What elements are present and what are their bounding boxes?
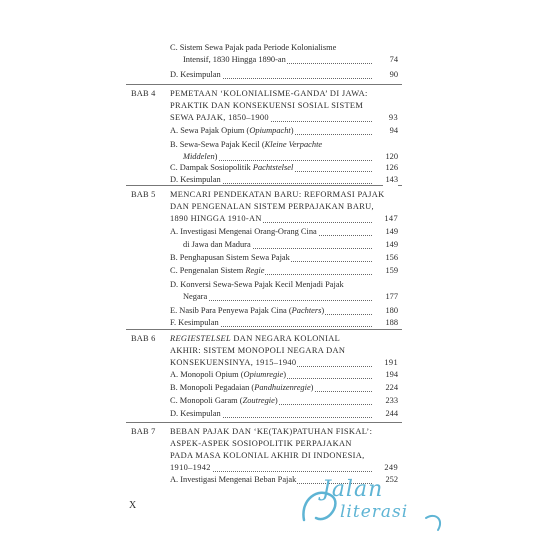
page-folio: X [129,500,137,511]
chapter-title: ASPEK-ASPEK SOSIOPOLITIK PERPAJAKAN [170,439,352,448]
chapter-title: SEWA PAJAK, 1850–1900 93 [170,113,398,122]
toc-entry: D. Konversi Sewa-Sewa Pajak Kecil Menjadi Pajak [170,280,344,289]
page-number: 224 [385,383,398,392]
toc-entry: A. Monopoli Opium (Opiumregie) 194 [170,370,398,379]
chapter-divider [126,329,402,330]
chapter-title: PEMETAAN ‘KOLONIALISME-GANDA’ DI JAWA: [170,89,368,98]
chapter-title: PADA MASA KOLONIAL AKHIR DI INDONESIA, [170,451,365,460]
page-number: 191 [384,358,398,367]
page-number: 180 [385,306,398,315]
chapter-divider [126,422,402,423]
page-number: 149 [385,240,398,249]
toc-entry: C. Pengenalan Sistem Regie 159 [170,266,398,275]
toc-entry: E. Nasib Para Penyewa Pajak Cina (Pachters) 180 [170,306,398,315]
toc-entry: C. Sistem Sewa Pajak pada Periode Kolonialisme [170,43,337,52]
page-number: 90 [389,70,398,79]
page-number: 252 [385,475,398,484]
page-number: 147 [384,214,398,223]
page-number: 156 [385,253,398,262]
page-number: 159 [385,266,398,275]
chapter-title: AKHIR: SISTEM MONOPOLI NEGARA DAN [170,346,346,355]
toc-entry: B. Penghapusan Sistem Sewa Pajak 156 [170,253,398,262]
chapter-label: BAB 4 [131,89,156,98]
chapter-title: KONSEKUENSINYA, 1915–1940 191 [170,358,398,367]
toc-entry: C. Monopoli Garam (Zoutregie) 233 [170,396,398,405]
page-number: 188 [385,318,398,327]
chapter-title: 1890 HINGGA 1910-AN 147 [170,214,398,223]
page-number: 143 [385,175,398,184]
toc-entry: C. Dampak Sosiopolitik Pachtstelsel 126 [170,163,398,172]
page-number: 177 [385,292,398,301]
chapter-title: PRAKTIK DAN KONSEKUENSI SOSIAL SISTEM [170,101,364,110]
page-number: 93 [388,113,398,122]
page-number: 233 [385,396,398,405]
page-number: 249 [384,463,398,472]
toc-entry: F. Kesimpulan 188 [170,318,398,327]
toc-entry: Intensif, 1830 Hingga 1890-an 74 [183,55,398,64]
page-number: 126 [385,163,398,172]
page-number: 74 [389,55,398,64]
toc-entry: A. Investigasi Mengenai Orang-Orang Cina 149 [170,227,398,236]
toc-entry: D. Kesimpulan 143 [170,175,398,184]
page-number: 149 [385,227,398,236]
toc-entry: Negara 177 [183,292,398,301]
chapter-label: BAB 7 [131,427,156,436]
watermark-text: Jalan [322,477,384,502]
watermark-text: literasi [340,502,409,522]
chapter-title: MENCARI PENDEKATAN BARU: REFORMASI PAJAK [170,190,385,199]
toc-entry: B. Monopoli Pegadaian (Pandhuizenregie) 224 [170,383,398,392]
toc-entry: A. Investigasi Mengenai Beban Pajak 252 [170,475,398,484]
toc-entry: A. Sewa Pajak Opium (Opiumpacht) 94 [170,126,398,135]
toc-entry: B. Sewa-Sewa Pajak Kecil (Kleine Verpachte [170,140,323,149]
page-number: 94 [389,126,398,135]
chapter-title: REGIESTELSEL DAN NEGARA KOLONIAL [170,334,341,343]
toc-entry: Middelen) 120 [183,152,398,161]
toc-entry: D. Kesimpulan 90 [170,70,398,79]
toc-entry: di Jawa dan Madura 149 [183,240,398,249]
page-number: 194 [385,370,398,379]
page-number: 120 [385,152,398,161]
toc-entry: D. Kesimpulan 244 [170,409,398,418]
chapter-title: BEBAN PAJAK DAN ‘KE(TAK)PATUHAN FISKAL’: [170,427,373,436]
chapter-label: BAB 6 [131,334,156,343]
chapter-divider [126,84,402,85]
chapter-title: DAN PENGENALAN SISTEM PERPAJAKAN BARU, [170,202,375,211]
chapter-title: 1910–1942 249 [170,463,398,472]
chapter-label: BAB 5 [131,190,156,199]
page-number: 244 [385,409,398,418]
